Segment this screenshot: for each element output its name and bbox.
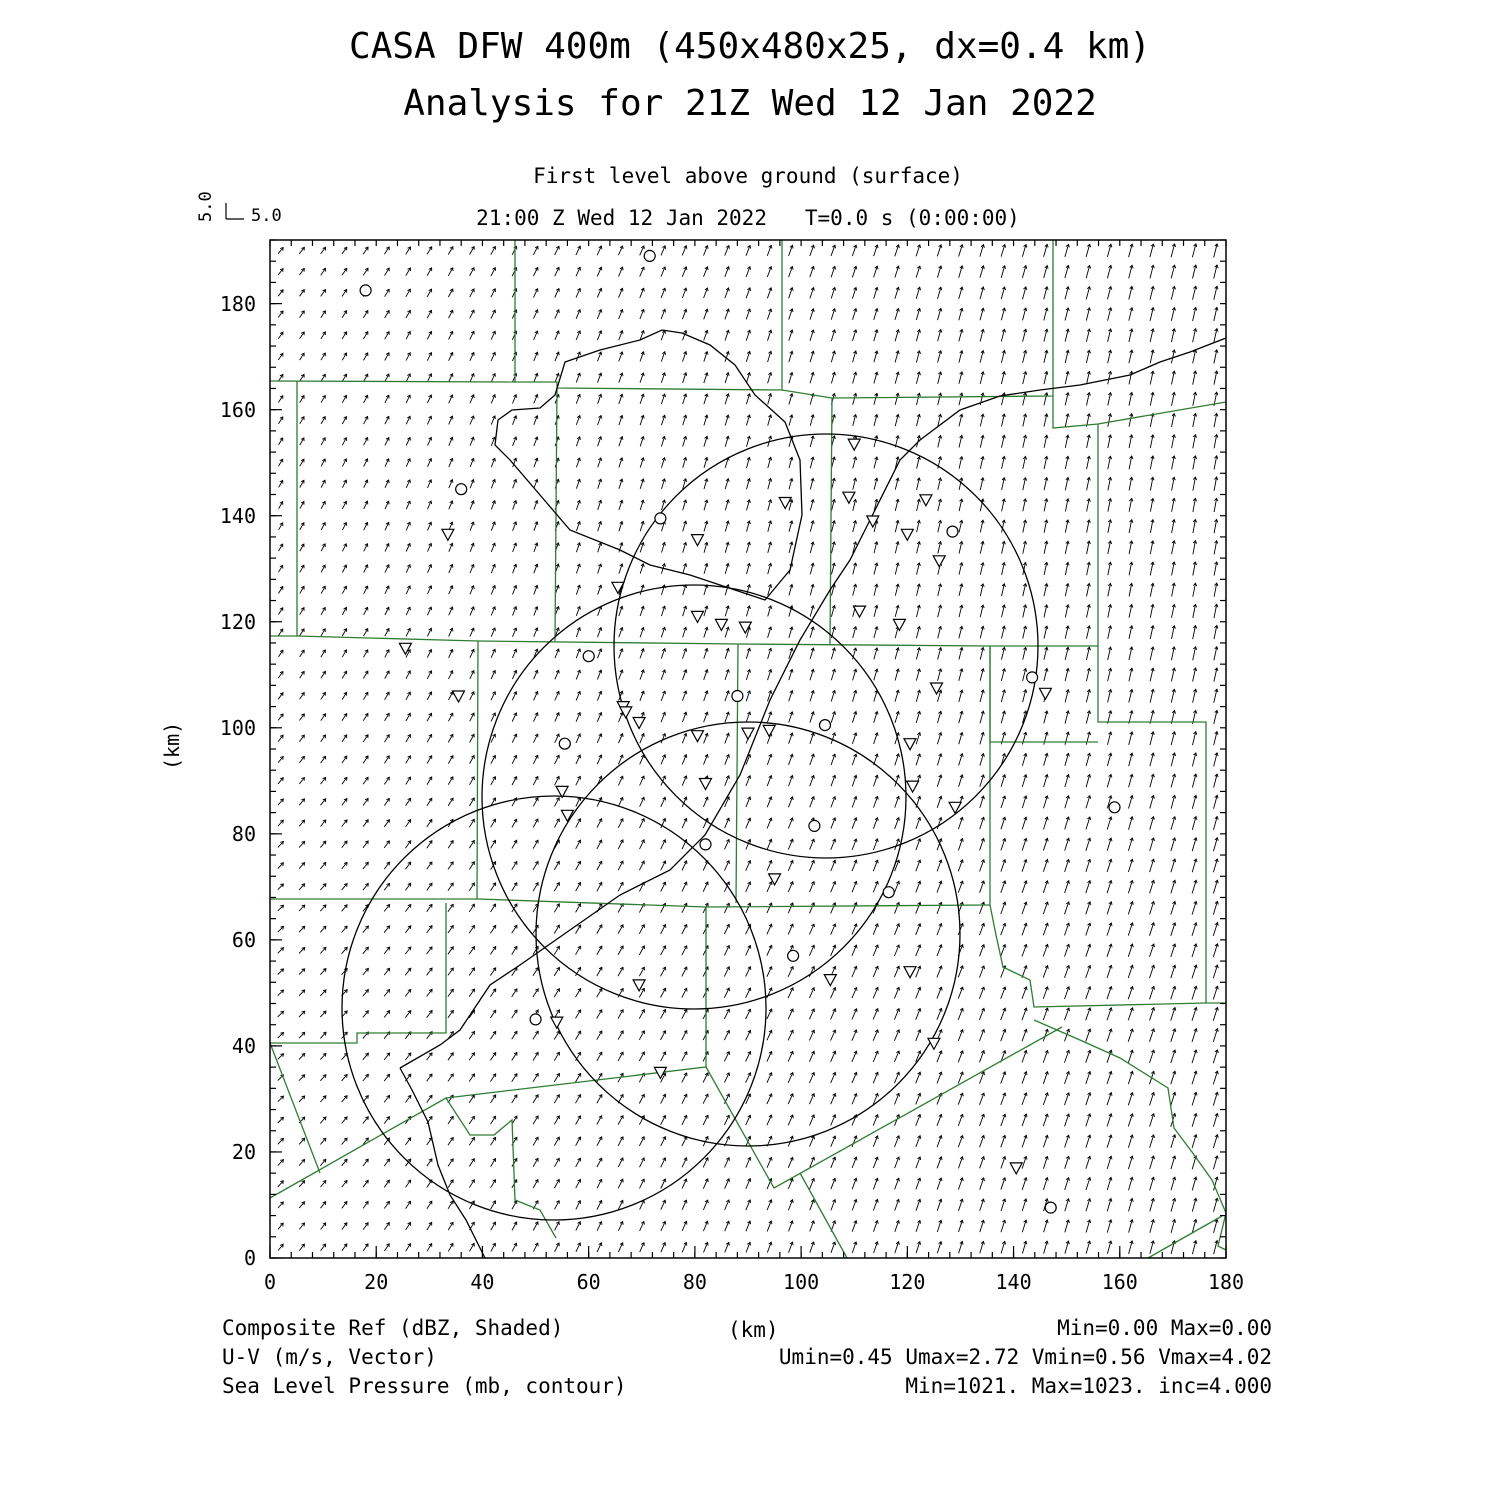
station-circle-marker: [360, 285, 371, 296]
x-tick-label: 80: [682, 1270, 707, 1294]
y-tick-label: 20: [231, 1139, 256, 1164]
y-tick-label: 140: [219, 503, 256, 528]
plot-frame: [270, 240, 1226, 1258]
station-circle-marker: [1045, 1202, 1056, 1213]
vector-scale-label-u: 5.0: [251, 206, 282, 226]
time-subtitle: 21:00 Z Wed 12 Jan 2022 T=0.0 s (0:00:00): [476, 206, 1020, 230]
y-tick-label: 100: [219, 715, 256, 740]
x-tick-label: 180: [1207, 1270, 1245, 1294]
y-tick-label: 80: [231, 821, 256, 846]
axis-ticks: [270, 240, 1226, 1258]
station-triangle-marker: [920, 495, 932, 506]
vector-scale-key: [226, 203, 244, 219]
y-tick-label: 160: [219, 397, 256, 422]
chart-title-line1: CASA DFW 400m (450x480x25, dx=0.4 km): [349, 26, 1151, 67]
station-triangle-marker: [854, 606, 866, 617]
x-tick-label: 120: [889, 1270, 926, 1294]
station-triangle-marker: [742, 728, 754, 739]
station-triangle-marker: [633, 718, 645, 729]
station-triangle-marker: [824, 975, 836, 986]
station-circle-marker: [947, 526, 958, 537]
station-circle-marker: [559, 738, 570, 749]
x-tick-label: 0: [263, 1270, 277, 1294]
station-circle-marker: [456, 484, 467, 495]
station-circle-marker: [700, 839, 711, 850]
station-triangle-marker: [1039, 688, 1051, 699]
station-circle-marker: [883, 887, 894, 898]
station-circle-marker: [644, 250, 655, 261]
x-tick-label: 140: [995, 1270, 1032, 1294]
station-triangle-marker: [551, 1017, 563, 1028]
y-tick-label: 180: [219, 291, 256, 316]
x-tick-label: 20: [364, 1270, 389, 1294]
station-circle-marker: [655, 513, 666, 524]
station-triangle-marker: [692, 535, 704, 546]
station-triangle-marker: [442, 529, 454, 540]
station-circle-marker: [1027, 672, 1038, 683]
x-tick-label: 40: [470, 1270, 495, 1294]
station-triangle-marker: [779, 498, 791, 509]
x-tick-label: 160: [1101, 1270, 1138, 1294]
station-triangle-marker: [692, 731, 704, 742]
station-triangle-marker: [901, 529, 913, 540]
chart-title-line2: Analysis for 21Z Wed 12 Jan 2022: [403, 83, 1097, 124]
station-triangle-marker: [907, 781, 919, 792]
level-subtitle: First level above ground (surface): [533, 164, 963, 188]
vector-scale-label-v: 5.0: [196, 191, 216, 222]
x-axis-label: (km): [728, 1318, 779, 1342]
y-tick-label: 60: [231, 927, 256, 952]
station-triangle-marker: [453, 691, 465, 702]
station-circle-marker: [809, 820, 820, 831]
station-circle-marker: [788, 950, 799, 961]
wind-range: Umin=0.45 Umax=2.72 Vmin=0.56 Vmax=4.02: [778, 1345, 1272, 1369]
pressure-range: Min=1021. Max=1023. inc=4.000: [905, 1374, 1272, 1398]
station-triangle-marker: [904, 967, 916, 978]
station-triangle-marker: [715, 619, 727, 630]
y-tick-label: 120: [219, 609, 256, 634]
station-circle-marker: [732, 691, 743, 702]
station-triangle-marker: [933, 556, 945, 567]
station-triangle-marker: [399, 643, 411, 654]
station-triangle-marker: [904, 739, 916, 750]
legend-wind-vectors: U-V (m/s, Vector): [222, 1345, 437, 1369]
station-triangle-marker: [620, 707, 632, 718]
station-circle-marker: [583, 651, 594, 662]
county-boundaries: [270, 240, 1226, 1258]
x-tick-label: 60: [576, 1270, 601, 1294]
station-triangle-marker: [763, 725, 775, 736]
station-triangle-marker: [1010, 1163, 1022, 1174]
legend-pressure: Sea Level Pressure (mb, contour): [222, 1374, 627, 1398]
station-triangle-marker: [848, 439, 860, 450]
y-axis-label: (km): [160, 721, 184, 770]
station-circle-marker: [820, 720, 831, 731]
y-tick-label: 40: [231, 1033, 256, 1058]
station-triangle-marker: [843, 492, 855, 503]
reflectivity-range: Min=0.00 Max=0.00: [1057, 1316, 1272, 1340]
station-triangle-marker: [893, 619, 905, 630]
legend-reflectivity: Composite Ref (dBZ, Shaded): [222, 1316, 564, 1340]
x-tick-label: 100: [783, 1270, 820, 1294]
y-tick-label: 0: [243, 1246, 256, 1270]
station-circle-marker: [530, 1014, 541, 1025]
station-circle-marker: [1109, 802, 1120, 813]
station-triangle-marker: [700, 779, 712, 790]
station-triangle-marker: [692, 611, 704, 622]
